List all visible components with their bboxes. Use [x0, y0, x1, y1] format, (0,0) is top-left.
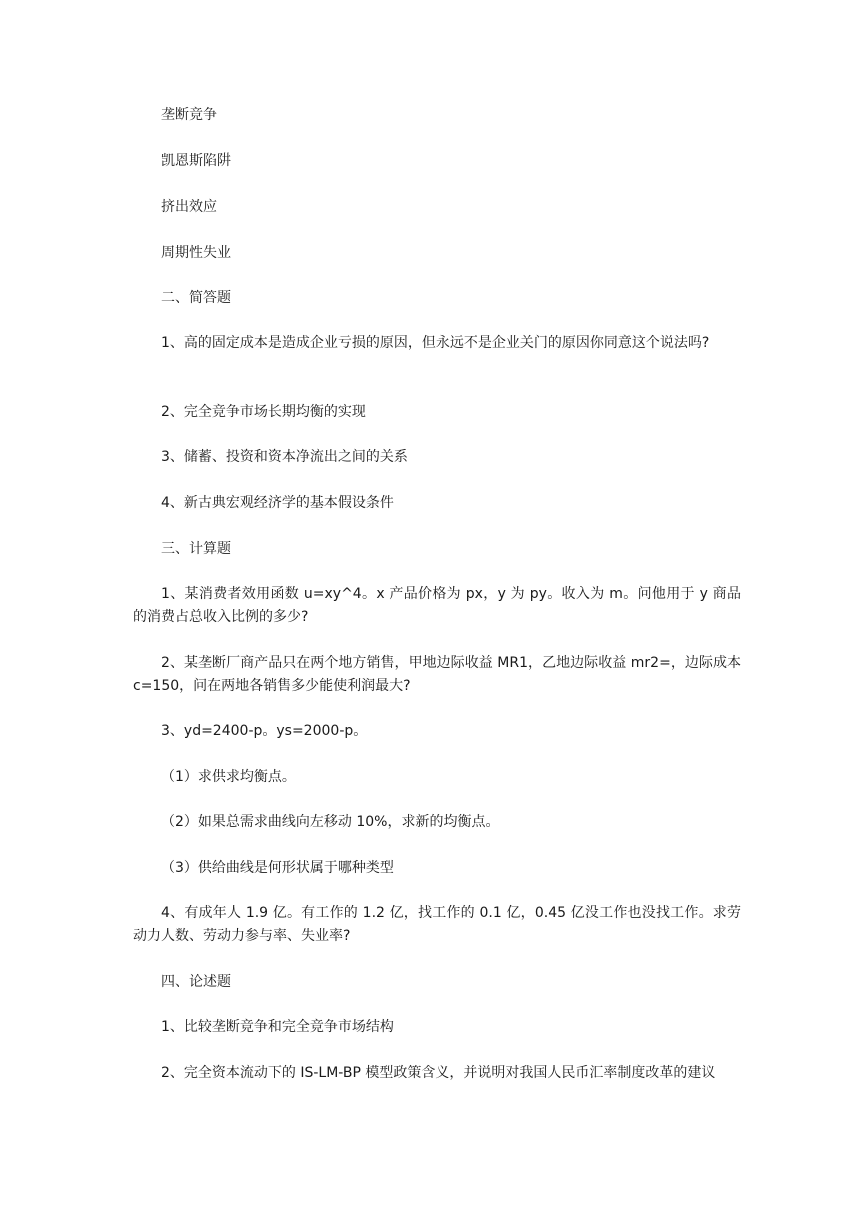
term-keynesian-trap: 凯恩斯陷阱 — [161, 153, 231, 169]
short-answer-question-2: 2、完全竞争市场长期均衡的实现 — [161, 404, 366, 420]
calculation-question-4: 4、有成年人 1.9 亿。有工作的 1.2 亿，找工作的 0.1 亿，0.45 亿没工作也没找工作。求劳动力人数、劳动力参与率、失业率? — [133, 905, 741, 944]
short-answer-question-3: 3、储蓄、投资和资本净流出之间的关系 — [161, 449, 408, 465]
calculation-question-3-part-2: （2）如果总需求曲线向左移动 10%，求新的均衡点。 — [161, 814, 500, 830]
essay-question-2: 2、完全资本流动下的 IS-LM-BP 模型政策含义，并说明对我国人民币汇率制度改革的建议 — [161, 1065, 716, 1081]
term-monopolistic-competition: 垄断竞争 — [161, 107, 217, 123]
calculation-question-1: 1、某消费者效用函数 u=xy^4。x 产品价格为 px，y 为 py。收入为 m。问他用于 y 商品的消费占总收入比例的多少? — [133, 586, 741, 625]
essay-question-1: 1、比较垄断竞争和完全竞争市场结构 — [161, 1019, 394, 1035]
term-cyclical-unemployment: 周期性失业 — [161, 245, 231, 261]
calculation-question-2: 2、某垄断厂商产品只在两个地方销售，甲地边际收益 MR1，乙地边际收益 mr2=，边际成本 c=150，问在两地各销售多少能使利润最大? — [133, 655, 741, 694]
section-heading-short-answer: 二、简答题 — [161, 290, 231, 306]
calculation-question-3-part-3: （3）供给曲线是何形状属于哪种类型 — [161, 860, 394, 876]
calculation-question-3: 3、yd=2400-p。ys=2000-p。 — [161, 723, 368, 739]
short-answer-question-4: 4、新古典宏观经济学的基本假设条件 — [161, 495, 394, 511]
term-crowding-out-effect: 挤出效应 — [161, 199, 217, 215]
section-heading-calculation: 三、计算题 — [161, 541, 231, 557]
section-heading-essay: 四、论述题 — [161, 974, 231, 990]
short-answer-question-1: 1、高的固定成本是造成企业亏损的原因，但永远不是企业关门的原因你同意这个说法吗? — [161, 335, 710, 351]
calculation-question-3-part-1: （1）求供求均衡点。 — [161, 769, 296, 785]
